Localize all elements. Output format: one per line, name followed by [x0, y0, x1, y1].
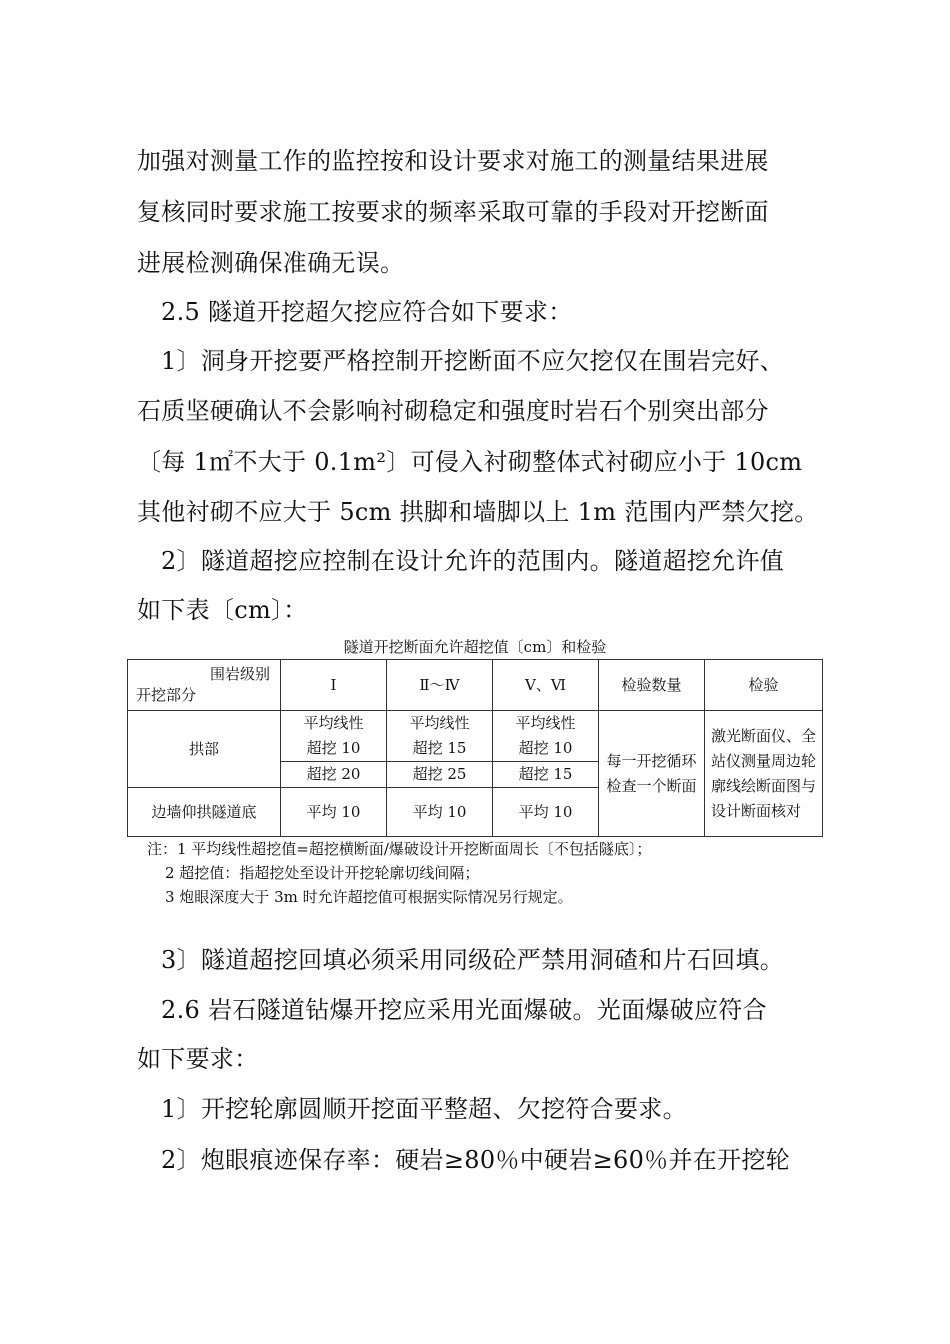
header-inspection-quantity: 检验数量 [599, 660, 705, 711]
body-line: 石质坚硬确认不会影响衬砌稳定和强度时岩石个别突出部分 [137, 397, 769, 425]
cell-wall-grade-5-6: 平均 10 [493, 788, 599, 837]
cell-wall-grade-1: 平均 10 [281, 788, 387, 837]
header-grade-2-4: Ⅱ～Ⅳ [387, 660, 493, 711]
header-excavation-part-label: 开挖部分 [136, 686, 197, 704]
header-corner-cell [128, 660, 281, 711]
body-line: 其他衬砌不应大于 5cm 拱脚和墙脚以上 1m 范围内严禁欠挖。 [137, 498, 819, 526]
cell-arch-max-grade-2-4: 超挖 25 [387, 762, 493, 788]
header-grade-1: Ⅰ [281, 660, 387, 711]
list-item-2-line: 2〕隧道超挖应控制在设计允许的范围内。隧道超挖允许值 [161, 547, 785, 575]
cell-arch-avg-grade-5-6: 平均线性超挖 10 [493, 711, 599, 762]
list-item-3-line: 3〕隧道超挖回填必须采用同级砼严禁用洞碴和片石回填。 [161, 946, 785, 974]
section-heading-2-5: 2.5 隧道开挖超欠挖应符合如下要求： [161, 298, 573, 326]
cell-arch-avg-grade-1: 平均线性超挖 10 [281, 711, 387, 762]
overbreak-table [127, 659, 823, 837]
row-label-arch: 拱部 [128, 711, 281, 788]
section-heading-2-6: 2.6 岩石隧道钻爆开挖应采用光面爆破。光面爆破应符合 [161, 996, 767, 1024]
header-inspection: 检验 [705, 660, 823, 711]
cell-wall-grade-2-4: 平均 10 [387, 788, 493, 837]
cell-arch-max-grade-1: 超挖 20 [281, 762, 387, 788]
cell-arch-max-grade-5-6: 超挖 15 [493, 762, 599, 788]
table-note-3: 3 炮眼深度大于 3m 时允许超挖值可根据实际情况另行规定。 [165, 888, 573, 906]
cell-inspection-method: 激光断面仪、全站仪测量周边轮廓线绘断面图与设计断面核对 [705, 711, 823, 837]
list-item-1-line: 1〕开挖轮廓圆顺开挖面平整超、欠挖符合要求。 [161, 1095, 687, 1123]
list-item-2-line: 2〕炮眼痕迹保存率：硬岩≥80％中硬岩≥60％并在开挖轮 [161, 1146, 790, 1174]
body-line: 〔每 1㎡不大于 0.1m²〕可侵入衬砌整体式衬砌应小于 10cm [137, 448, 803, 476]
table-caption: 隧道开挖断面允许超挖值〔cm〕和检验 [343, 638, 607, 656]
header-rock-grade-label: 围岩级别 [209, 665, 270, 683]
table-note-2: 2 超挖值：指超挖处至设计开挖轮廓切线间隔； [165, 864, 480, 882]
header-grade-5-6: Ⅴ、Ⅵ [493, 660, 599, 711]
body-line: 如下要求： [137, 1045, 259, 1073]
list-item-1-line: 1〕洞身开挖要严格控制开挖断面不应欠挖仅在围岩完好、 [161, 347, 785, 375]
table-header-row [128, 660, 823, 711]
table-note-1: 注：1 平均线性超挖值=超挖横断面/爆破设计开挖断面周长〔不包括隧底〕； [147, 840, 652, 858]
cell-arch-avg-grade-2-4: 平均线性超挖 15 [387, 711, 493, 762]
body-line: 加强对测量工作的监控按和设计要求对施工的测量结果进展 [137, 147, 769, 175]
body-line: 如下表〔cm〕： [137, 596, 308, 624]
body-line: 复核同时要求施工按要求的频率采取可靠的手段对开挖断面 [137, 198, 769, 226]
body-line: 进展检测确保准确无误。 [137, 249, 405, 277]
cell-inspection-quantity: 每一开挖循环检查一个断面 [599, 711, 705, 837]
row-label-wall-invert: 边墙仰拱隧道底 [128, 788, 281, 837]
table-row [128, 711, 823, 762]
